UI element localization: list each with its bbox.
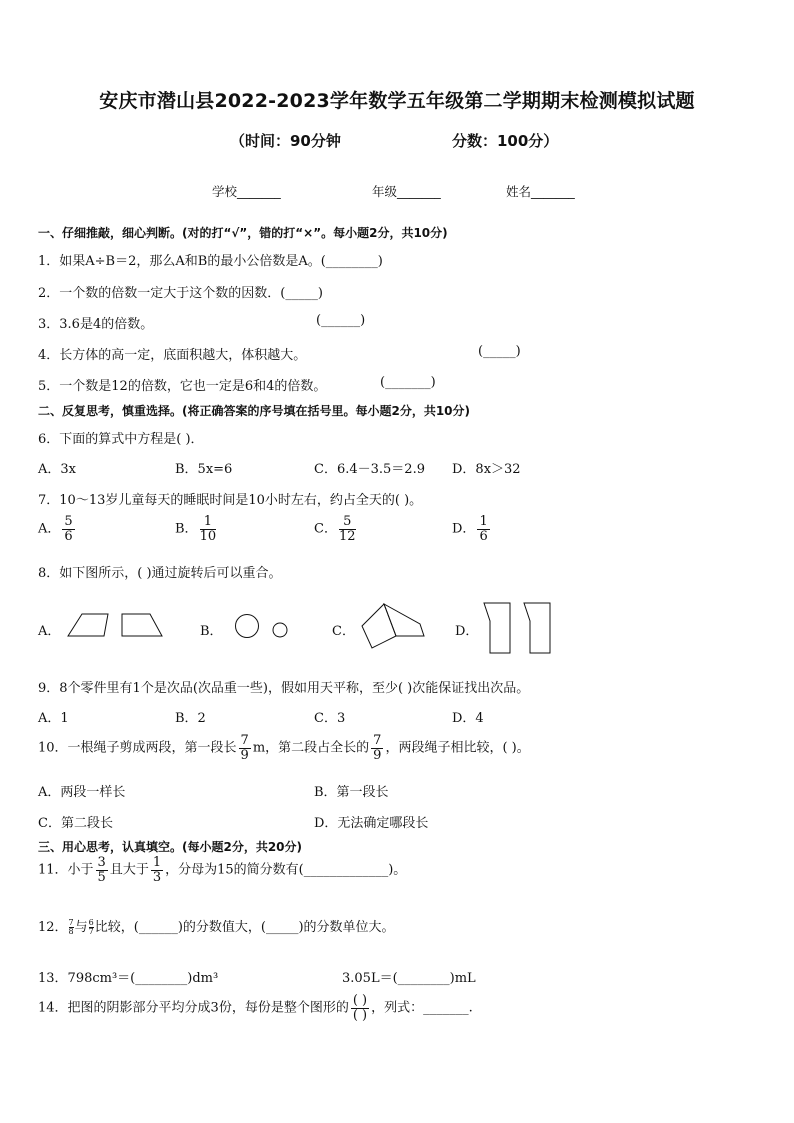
q8-shape-c (358, 602, 428, 652)
question-3: 3．3.6是4的倍数。 (38, 317, 154, 332)
fraction: $\frac{7}{9}$ (240, 733, 249, 763)
q7-option-d[interactable] (452, 515, 492, 543)
section-2-heading: 二、反复思考，慎重选择。(将正确答案的序号填在括号里。每小题2分，共10分) (38, 404, 471, 418)
question-8: 8．如下图所示，( )通过旋转后可以重合。 (38, 566, 282, 581)
question-5: 5．一个数是12的倍数，它也一定是6和4的倍数。 (38, 379, 327, 394)
question-2: 2．一个数的倍数一定大于这个数的因数．(_____) (38, 286, 323, 301)
name-field[interactable]: 姓名_______ (506, 184, 575, 199)
question-9: 9．8个零件里有1个是次品(次品重一些)，假如用天平称，至少( )次能保证找出次品。 (38, 681, 530, 696)
question-7: 7．10～13岁儿童每天的睡眠时间是10小时左右，约占全天的( )。 (38, 493, 423, 508)
q8-option-b-label[interactable]: B． (200, 624, 223, 639)
fraction: $\frac{1}{6}$ (479, 514, 488, 544)
option-label: C． (314, 521, 337, 537)
fraction: $\frac{5}{12}$ (338, 514, 356, 544)
fraction: $\frac{7}{9}$ (373, 733, 382, 763)
option-label: D． (452, 521, 476, 537)
q6-option-c[interactable]: C．6.4－3.5＝2.9 (314, 462, 425, 477)
option-label: B． (175, 521, 198, 537)
q8-option-d-label[interactable]: D． (455, 624, 479, 639)
q6-option-b[interactable]: B．5x=6 (175, 462, 233, 477)
fraction: $\frac{7}{8}$ (68, 918, 74, 936)
fraction: $\frac{1}{3}$ (152, 855, 162, 885)
exam-score: 分数：100分） (452, 132, 559, 150)
grade-field[interactable]: 年级_______ (372, 184, 441, 199)
section-1-heading: 一、仔细推敲，细心判断。(对的打“√”，错的打“×”。每小题2分，共10分) (38, 226, 448, 240)
question-13-left: 13．798cm³＝(________)dm³ (38, 971, 219, 986)
q6-option-a[interactable]: A．3x (38, 462, 76, 477)
blank-fraction[interactable]: $\frac{( )}{( )}$ (352, 993, 368, 1023)
question-1: 1．如果A÷B＝2，那么A和B的最小公倍数是A。(________) (38, 254, 383, 269)
q8-shape-b (233, 612, 293, 640)
q8-option-c-label[interactable]: C． (332, 624, 355, 639)
question-14: 14．把图的阴影部分平均分成3份，每份是整个图形的 $\frac{( )}{( )}$ ，列式：_______. (38, 993, 473, 1023)
question-11: 11．小于 $\frac{3}{5}$ 且大于 $\frac{1}{3}$ ，分母为15的简分数有(_____________)。 (38, 855, 407, 885)
q7-option-b[interactable] (175, 515, 218, 543)
option-label: A． (38, 521, 61, 537)
question-4-blank[interactable]: (_____) (478, 344, 521, 359)
q8-shape-a (66, 612, 166, 638)
school-field[interactable]: 学校_______ (212, 184, 281, 199)
page-title: 安庆市潜山县2022-2023学年数学五年级第二学期期末检测模拟试题 (99, 90, 695, 112)
question-3-blank[interactable]: (______) (316, 313, 366, 328)
q7-option-a[interactable] (38, 515, 77, 543)
q8-option-a-label[interactable]: A． (38, 624, 61, 639)
exam-time: （时间：90分钟 (230, 132, 341, 150)
question-10: 10．一根绳子剪成两段，第一段长 $\frac{7}{9}$ m，第二段占全长的 $\frac{7}{9}$ ，两段绳子相比较，( )。 (38, 733, 530, 763)
fraction: $\frac{5}{6}$ (64, 514, 73, 544)
q9-option-b[interactable]: B．2 (175, 711, 206, 726)
q8-shape-d (482, 601, 554, 655)
fraction: $\frac{3}{5}$ (97, 855, 106, 885)
q9-option-a[interactable]: A．1 (38, 711, 69, 726)
fraction: $\frac{6}{7}$ (88, 918, 94, 936)
q6-option-d[interactable]: D．8x＞32 (452, 462, 521, 477)
question-4: 4．长方体的高一定，底面积越大，体积越大。 (38, 348, 307, 363)
question-5-blank[interactable]: (_______) (380, 375, 436, 390)
q9-option-c[interactable]: C．3 (314, 711, 346, 726)
q10-option-a[interactable]: A．两段一样长 (38, 785, 126, 800)
q10-option-b[interactable]: B．第一段长 (314, 785, 389, 800)
question-13-right: 3.05L＝(________)mL (342, 971, 476, 986)
question-12: 12． $\frac{7}{8}$ 与 $\frac{6}{7}$ 比较，(______)的分数值大，(_____)的分数单位大。 (38, 918, 395, 936)
fraction: $\frac{1}{10}$ (199, 514, 217, 544)
q10-option-d[interactable]: D．无法确定哪段长 (314, 816, 429, 831)
question-6: 6．下面的算式中方程是( )． (38, 432, 204, 447)
q10-option-c[interactable]: C．第二段长 (38, 816, 113, 831)
q7-option-c[interactable] (314, 515, 358, 543)
q9-option-d[interactable]: D．4 (452, 711, 484, 726)
section-3-heading: 三、用心思考，认真填空。(每小题2分，共20分) (38, 840, 303, 854)
